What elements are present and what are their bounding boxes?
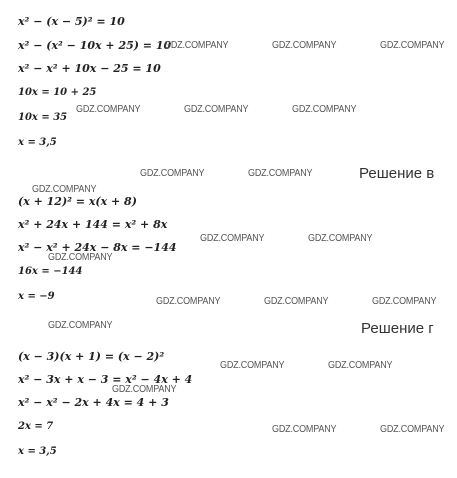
watermark: GDZ.COMPANY — [380, 424, 445, 435]
equation-line: 16x = −144 — [18, 266, 83, 277]
watermark: GDZ.COMPANY — [380, 40, 445, 51]
equation-line: x² − (x − 5)² = 10 — [18, 15, 125, 28]
watermark: GDZ.COMPANY — [140, 168, 205, 179]
equation-line: x² − x² + 24x − 8x = −144 — [18, 241, 177, 254]
solution-heading-g: Решение г — [361, 320, 434, 337]
watermark: GDZ.COMPANY — [48, 252, 113, 263]
watermark: GDZ.COMPANY — [112, 384, 177, 395]
watermark: GDZ.COMPANY — [308, 233, 373, 244]
watermark: GDZ.COMPANY — [292, 104, 357, 115]
watermark: GDZ.COMPANY — [32, 184, 97, 195]
watermark: GDZ.COMPANY — [220, 360, 285, 371]
watermark: GDZ.COMPANY — [372, 296, 437, 307]
equation-line: x² + 24x + 144 = x² + 8x — [18, 218, 168, 231]
equation-line: 2x = 7 — [18, 421, 54, 432]
equation-line: x = −9 — [18, 291, 55, 302]
watermark: GDZ.COMPANY — [156, 296, 221, 307]
watermark: GDZ.COMPANY — [76, 104, 141, 115]
equation-line: x² − (x² − 10x + 25) = 10 — [18, 39, 172, 52]
solution-heading-v: Решение в — [359, 165, 435, 182]
equation-line: x² − x² + 10x − 25 = 10 — [18, 62, 161, 75]
equation-line: x² − x² − 2x + 4x = 4 + 3 — [18, 396, 169, 409]
watermark: GDZ.COMPANY — [48, 320, 113, 331]
watermark: GDZ.COMPANY — [184, 104, 249, 115]
watermark: GDZ.COMPANY — [328, 360, 393, 371]
watermark: GDZ.COMPANY — [272, 40, 337, 51]
equation-line: x = 3,5 — [18, 137, 57, 148]
watermark: GDZ.COMPANY — [272, 424, 337, 435]
equation-line: (x − 3)(x + 1) = (x − 2)² — [18, 350, 165, 363]
watermark: GDZ.COMPANY — [200, 233, 265, 244]
equation-line: 10x = 10 + 25 — [18, 87, 97, 98]
watermark: GDZ.COMPANY — [264, 296, 329, 307]
watermark: GDZ.COMPANY — [248, 168, 313, 179]
equation-line: x = 3,5 — [18, 446, 57, 457]
equation-line: (x + 12)² = x(x + 8) — [18, 195, 137, 208]
equation-line: 10x = 35 — [18, 112, 68, 123]
equation-line: x² − 3x + x − 3 = x² − 4x + 4 — [18, 373, 193, 386]
watermark: GDZ.COMPANY — [164, 40, 229, 51]
